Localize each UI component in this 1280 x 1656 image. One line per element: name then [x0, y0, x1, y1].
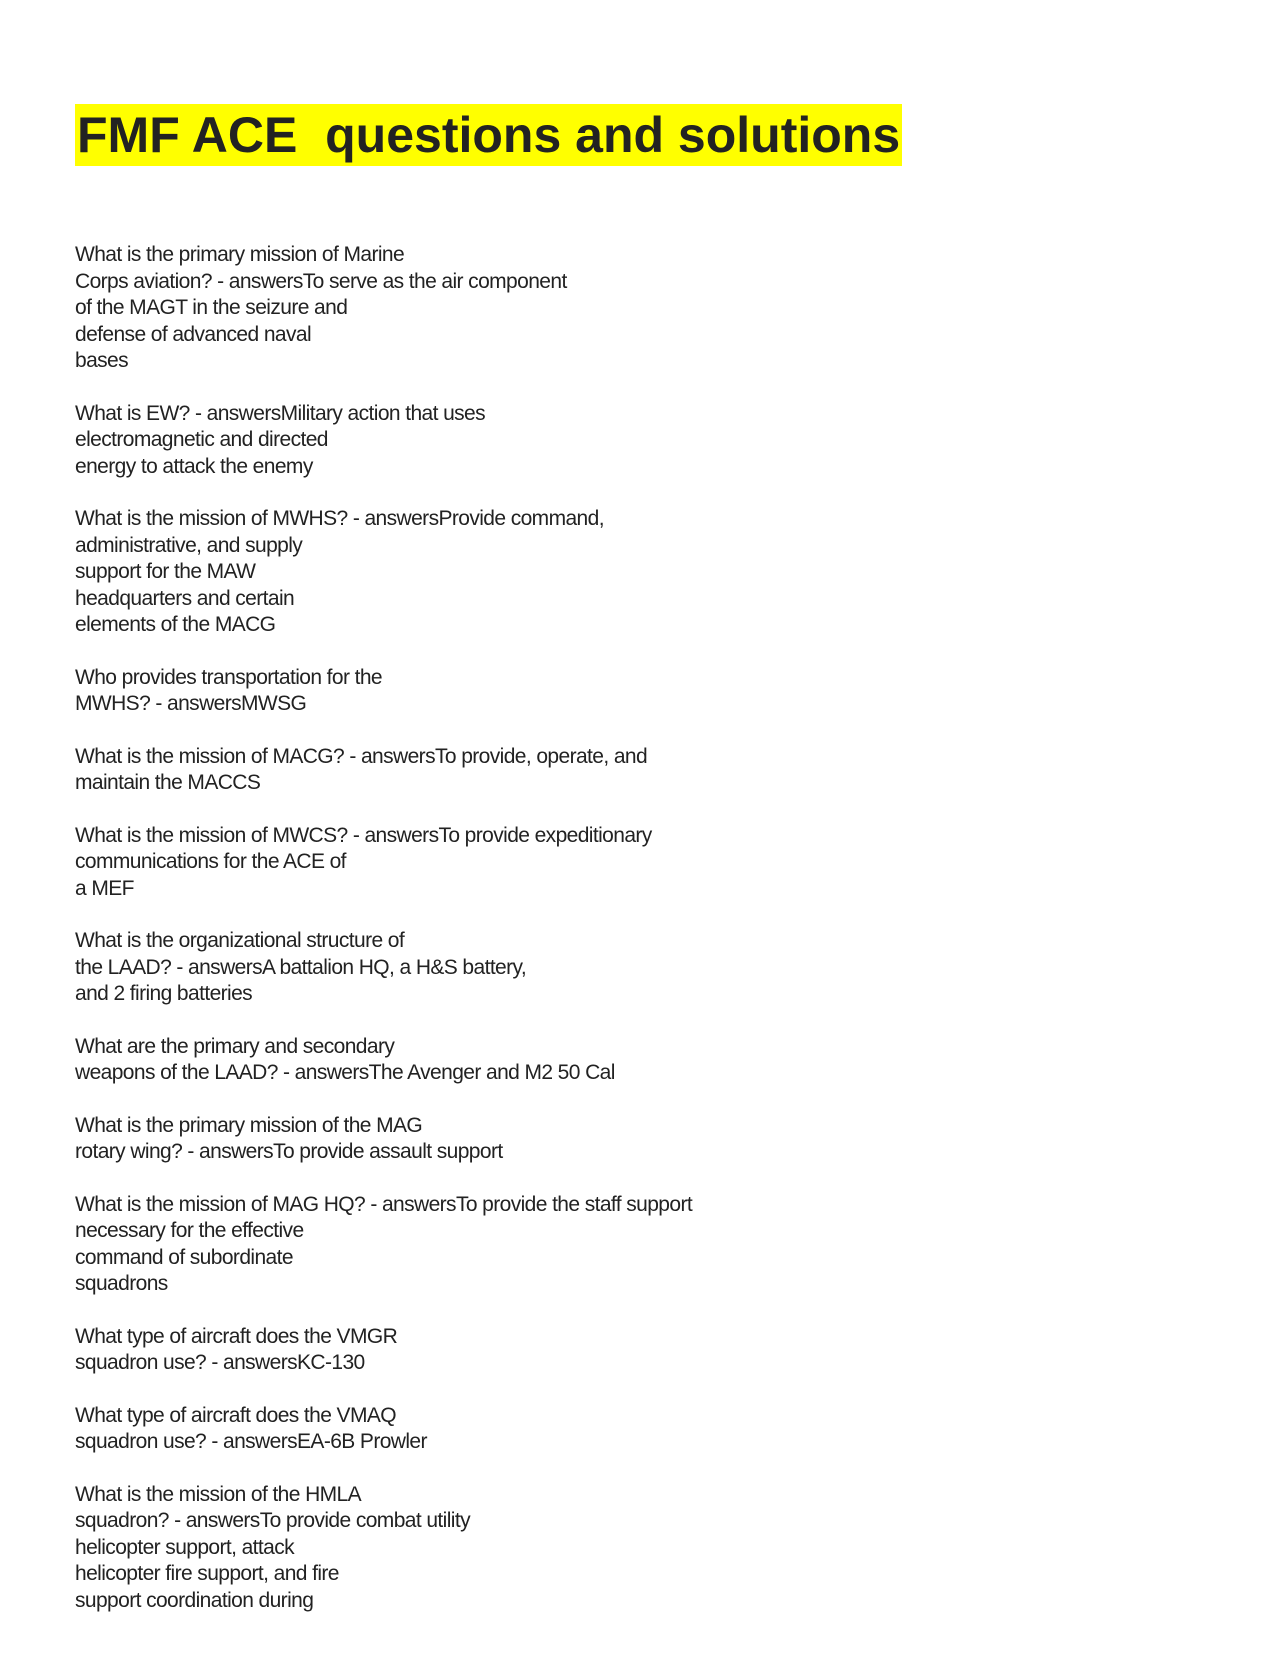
qa-list	[75, 242, 1175, 1640]
qa-entry	[75, 744, 1175, 797]
qa-line: What is the mission of MACG? - answersTo provide, operate, and	[75, 744, 648, 768]
qa-entry	[75, 1192, 1175, 1298]
qa-entry	[75, 1034, 1175, 1087]
qa-entry	[75, 1482, 1175, 1615]
qa-entry	[75, 665, 1175, 718]
qa-line: Corps aviation? - answersTo serve as the air component	[75, 269, 567, 293]
qa-line: command of subordinate	[75, 1245, 293, 1269]
qa-line: administrative, and supply	[75, 533, 303, 557]
qa-line: necessary for the effective	[75, 1219, 304, 1242]
qa-entry	[75, 1324, 1175, 1377]
qa-line: communications for the ACE of	[75, 850, 346, 873]
qa-entry	[75, 401, 1175, 481]
qa-line: What type of aircraft does the VMAQ	[75, 1403, 396, 1427]
qa-line: MWHS? - answersMWSG	[75, 692, 307, 715]
qa-line: support for the MAW	[75, 560, 256, 583]
qa-line: What is the organizational structure of	[75, 929, 405, 952]
qa-line: bases	[75, 349, 129, 372]
qa-line: What is the mission of MWHS? - answersProvide command,	[75, 507, 604, 530]
qa-line: the LAAD? - answersA battalion HQ, a H&S battery,	[75, 955, 527, 979]
qa-entry	[75, 1403, 1175, 1456]
qa-line: of the MAGT in the seizure and	[75, 296, 348, 319]
qa-line: What type of aircraft does the VMGR	[75, 1324, 398, 1348]
qa-line: rotary wing? - answersTo provide assault support	[75, 1140, 503, 1163]
qa-line: What is the primary mission of Marine	[75, 243, 405, 266]
qa-line: squadron use? - answersKC-130	[75, 1351, 365, 1374]
qa-entry	[75, 928, 1175, 1008]
qa-line: energy to attack the enemy	[75, 454, 313, 478]
qa-entry	[75, 1113, 1175, 1166]
qa-line: helicopter support, attack	[75, 1535, 295, 1559]
qa-line: headquarters and certain	[75, 586, 295, 610]
qa-line: a MEF	[75, 876, 134, 900]
qa-line: support coordination during	[75, 1588, 314, 1612]
qa-entry	[75, 506, 1175, 639]
qa-line: elements of the MACG	[75, 613, 276, 636]
qa-line: electromagnetic and directed	[75, 428, 328, 451]
qa-line: What is the primary mission of the MAG	[75, 1113, 423, 1137]
qa-entry	[75, 823, 1175, 903]
qa-line: weapons of the LAAD? - answersThe Avenger and M2 50 Cal	[75, 1061, 615, 1084]
document-title: FMF ACE questions and solutions	[75, 104, 902, 166]
qa-line: What are the primary and secondary	[75, 1034, 395, 1058]
qa-line: squadrons	[75, 1272, 168, 1295]
qa-line: defense of advanced naval	[75, 322, 312, 346]
qa-line: What is EW? - answersMilitary action that uses	[75, 401, 486, 425]
qa-line: What is the mission of MWCS? - answersTo provide expeditionary	[75, 823, 652, 847]
qa-line: helicopter fire support, and fire	[75, 1562, 339, 1585]
qa-line: squadron use? - answersEA-6B Prowler	[75, 1430, 427, 1453]
qa-line: squadron? - answersTo provide combat utility	[75, 1509, 470, 1532]
qa-line: and 2 firing batteries	[75, 982, 253, 1005]
qa-line: What is the mission of the HMLA	[75, 1482, 362, 1506]
qa-line: What is the mission of MAG HQ? - answersTo provide the staff support	[75, 1192, 693, 1216]
qa-entry	[75, 242, 1175, 375]
qa-line: maintain the MACCS	[75, 771, 261, 794]
qa-line: Who provides transportation for the	[75, 665, 383, 689]
